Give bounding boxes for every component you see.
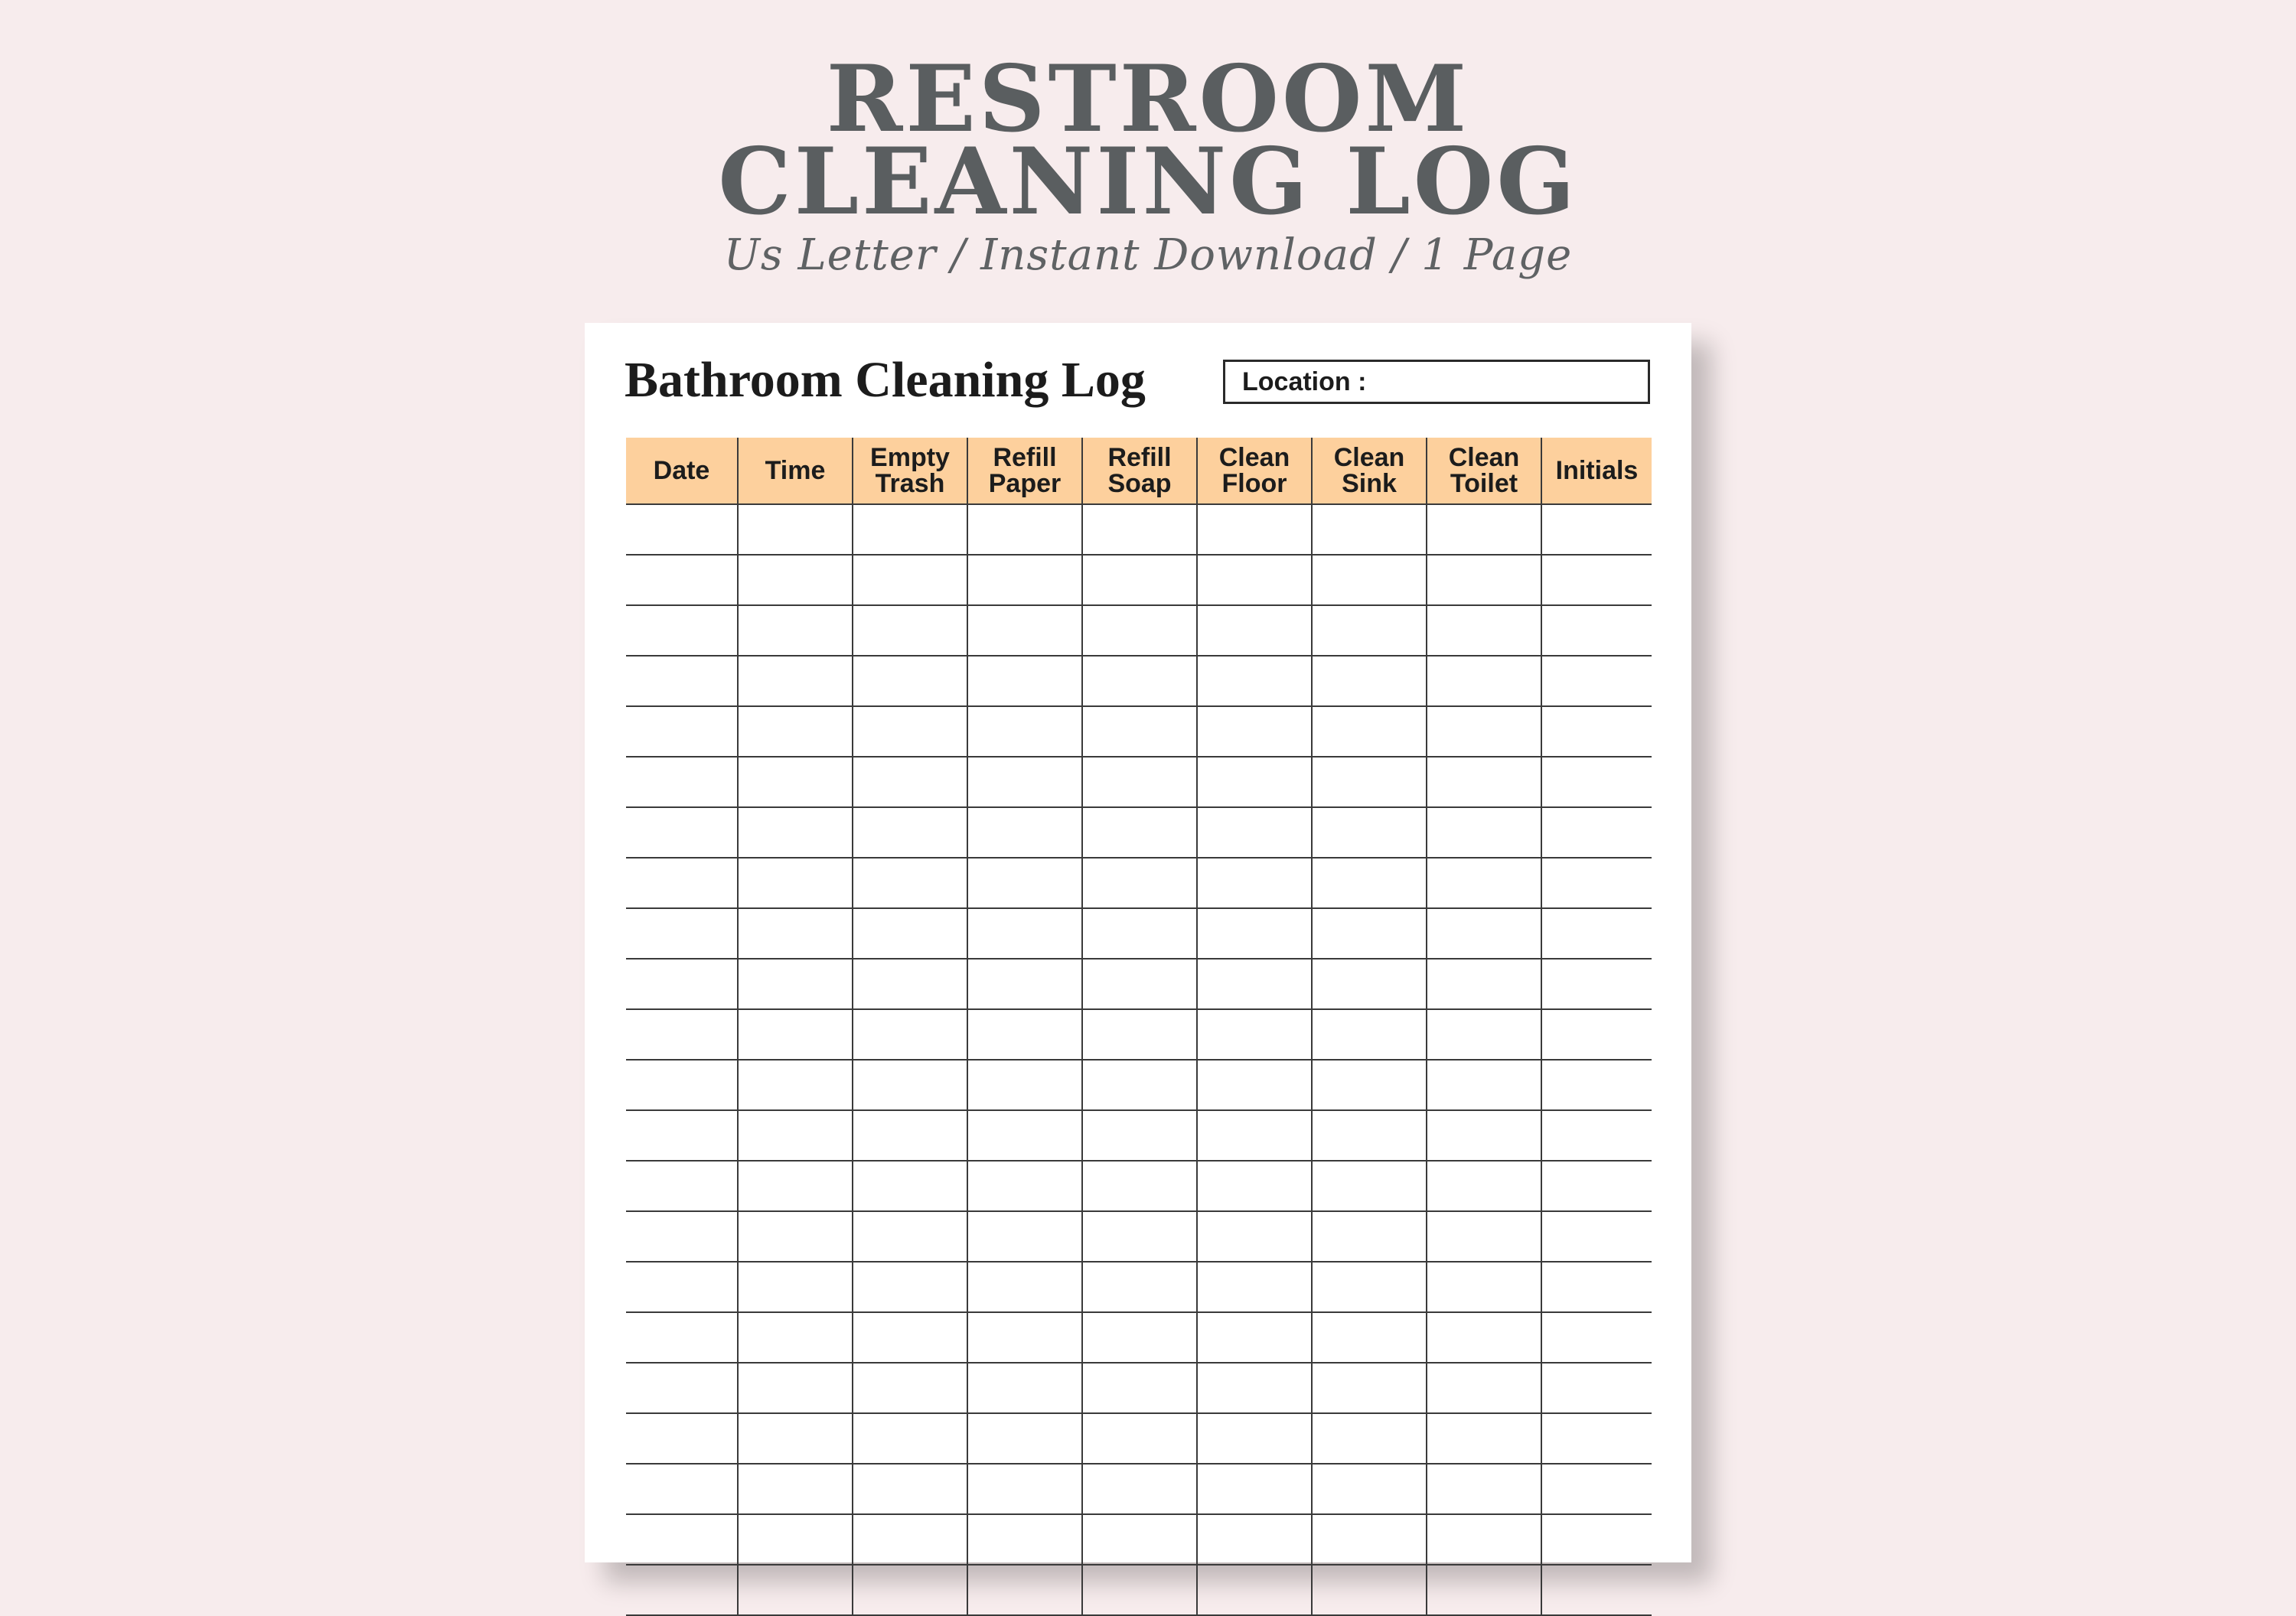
table-row xyxy=(626,656,1652,706)
log-cell[interactable] xyxy=(626,908,738,959)
log-cell[interactable] xyxy=(626,1211,738,1262)
log-cell[interactable] xyxy=(738,555,853,605)
log-cell[interactable] xyxy=(1312,1363,1427,1413)
table-row xyxy=(626,908,1652,959)
log-cell[interactable] xyxy=(1197,504,1312,555)
table-row xyxy=(626,1161,1652,1211)
table-row xyxy=(626,504,1652,555)
log-cell[interactable] xyxy=(1427,1464,1541,1514)
log-cell[interactable] xyxy=(853,555,967,605)
log-cell[interactable] xyxy=(1427,908,1541,959)
log-cell[interactable] xyxy=(853,605,967,656)
log-sheet xyxy=(585,323,1691,1562)
log-cell[interactable] xyxy=(967,1363,1082,1413)
table-row xyxy=(626,1211,1652,1262)
table-body xyxy=(626,504,1652,1615)
log-cell[interactable] xyxy=(1427,1312,1541,1363)
log-cell[interactable] xyxy=(1541,656,1652,706)
log-cell[interactable] xyxy=(738,1363,853,1413)
log-cell[interactable] xyxy=(738,959,853,1009)
log-cell[interactable] xyxy=(626,504,738,555)
log-cell[interactable] xyxy=(1197,1161,1312,1211)
log-cell[interactable] xyxy=(738,807,853,858)
log-cell[interactable] xyxy=(1082,605,1197,656)
log-cell[interactable] xyxy=(1541,1514,1652,1565)
log-cell[interactable] xyxy=(626,1363,738,1413)
col-header-refill-paper: Refill Paper xyxy=(967,438,1082,504)
log-cell[interactable] xyxy=(1427,1161,1541,1211)
log-cell[interactable] xyxy=(738,1413,853,1464)
table-row xyxy=(626,757,1652,807)
table-row xyxy=(626,1363,1652,1413)
log-cell[interactable] xyxy=(626,1413,738,1464)
log-cell[interactable] xyxy=(853,908,967,959)
log-cell[interactable] xyxy=(1312,1464,1427,1514)
log-cell[interactable] xyxy=(967,1060,1082,1110)
log-cell[interactable] xyxy=(738,1514,853,1565)
location-label: Location : xyxy=(1242,367,1367,396)
log-cell[interactable] xyxy=(1541,1110,1652,1161)
log-cell[interactable] xyxy=(738,1009,853,1060)
log-cell[interactable] xyxy=(1541,1161,1652,1211)
log-cell[interactable] xyxy=(853,757,967,807)
log-cell[interactable] xyxy=(853,959,967,1009)
log-cell[interactable] xyxy=(1427,605,1541,656)
col-header-clean-floor: Clean Floor xyxy=(1197,438,1312,504)
log-cell[interactable] xyxy=(1312,504,1427,555)
log-cell[interactable] xyxy=(626,1009,738,1060)
log-cell[interactable] xyxy=(738,1262,853,1312)
log-cell[interactable] xyxy=(967,1262,1082,1312)
log-cell[interactable] xyxy=(853,1363,967,1413)
log-cell[interactable] xyxy=(1541,908,1652,959)
log-cell[interactable] xyxy=(626,1464,738,1514)
log-cell[interactable] xyxy=(626,807,738,858)
log-cell[interactable] xyxy=(738,858,853,908)
log-cell[interactable] xyxy=(967,706,1082,757)
log-cell[interactable] xyxy=(1427,1565,1541,1615)
table-row xyxy=(626,959,1652,1009)
log-cell[interactable] xyxy=(1312,1211,1427,1262)
cleaning-log-table xyxy=(626,438,1652,1616)
table-row xyxy=(626,1514,1652,1565)
log-cell[interactable] xyxy=(1082,757,1197,807)
log-cell[interactable] xyxy=(1082,1009,1197,1060)
log-cell[interactable] xyxy=(1427,555,1541,605)
table-row xyxy=(626,858,1652,908)
log-cell[interactable] xyxy=(1312,807,1427,858)
log-cell[interactable] xyxy=(738,1110,853,1161)
log-cell[interactable] xyxy=(1541,757,1652,807)
table-row xyxy=(626,1413,1652,1464)
log-cell[interactable] xyxy=(1541,807,1652,858)
log-cell[interactable] xyxy=(1427,504,1541,555)
log-cell[interactable] xyxy=(967,1413,1082,1464)
headline-line-1: RESTROOM xyxy=(826,45,1470,153)
table-row xyxy=(626,1110,1652,1161)
log-cell[interactable] xyxy=(1427,1262,1541,1312)
log-cell[interactable] xyxy=(1082,1565,1197,1615)
log-cell[interactable] xyxy=(853,1161,967,1211)
log-cell[interactable] xyxy=(1082,1110,1197,1161)
log-cell[interactable] xyxy=(1197,656,1312,706)
log-cell[interactable] xyxy=(1312,1262,1427,1312)
col-header-date: Date xyxy=(626,438,738,504)
log-cell[interactable] xyxy=(626,1312,738,1363)
log-cell[interactable] xyxy=(1541,1312,1652,1363)
table-row xyxy=(626,1009,1652,1060)
log-cell[interactable] xyxy=(1197,1363,1312,1413)
log-cell[interactable] xyxy=(853,1413,967,1464)
log-cell[interactable] xyxy=(1541,1060,1652,1110)
log-cell[interactable] xyxy=(853,1312,967,1363)
table-row xyxy=(626,1312,1652,1363)
log-cell[interactable] xyxy=(738,908,853,959)
log-cell[interactable] xyxy=(738,656,853,706)
log-cell[interactable] xyxy=(1197,1514,1312,1565)
log-cell[interactable] xyxy=(1312,1413,1427,1464)
log-cell[interactable] xyxy=(967,504,1082,555)
log-cell[interactable] xyxy=(1312,1060,1427,1110)
log-cell[interactable] xyxy=(1312,858,1427,908)
table-header-row xyxy=(626,438,1652,504)
table-row xyxy=(626,1262,1652,1312)
log-cell[interactable] xyxy=(1312,1161,1427,1211)
log-cell[interactable] xyxy=(1427,656,1541,706)
log-cell[interactable] xyxy=(1197,1060,1312,1110)
log-cell[interactable] xyxy=(1541,706,1652,757)
log-cell[interactable] xyxy=(967,656,1082,706)
table-row xyxy=(626,1565,1652,1615)
log-cell[interactable] xyxy=(1197,959,1312,1009)
log-cell[interactable] xyxy=(1541,504,1652,555)
log-cell[interactable] xyxy=(1541,1211,1652,1262)
log-cell[interactable] xyxy=(738,1464,853,1514)
log-cell[interactable] xyxy=(967,1161,1082,1211)
log-cell[interactable] xyxy=(626,1262,738,1312)
log-cell[interactable] xyxy=(738,1161,853,1211)
log-cell[interactable] xyxy=(1427,1211,1541,1262)
log-cell[interactable] xyxy=(967,605,1082,656)
log-cell[interactable] xyxy=(853,1211,967,1262)
table-row xyxy=(626,1060,1652,1110)
log-cell[interactable] xyxy=(1427,1060,1541,1110)
log-cell[interactable] xyxy=(1541,1464,1652,1514)
log-cell[interactable] xyxy=(1541,858,1652,908)
log-cell[interactable] xyxy=(1197,908,1312,959)
table-row xyxy=(626,706,1652,757)
log-cell[interactable] xyxy=(626,1161,738,1211)
log-cell[interactable] xyxy=(853,1110,967,1161)
log-cell[interactable] xyxy=(1427,1514,1541,1565)
log-cell[interactable] xyxy=(1427,1363,1541,1413)
log-cell[interactable] xyxy=(853,706,967,757)
log-cell[interactable] xyxy=(1312,1009,1427,1060)
table-row xyxy=(626,605,1652,656)
log-cell[interactable] xyxy=(1082,807,1197,858)
log-cell[interactable] xyxy=(1082,1161,1197,1211)
log-cell[interactable] xyxy=(1541,555,1652,605)
log-cell[interactable] xyxy=(1082,555,1197,605)
log-cell[interactable] xyxy=(1427,1009,1541,1060)
log-cell[interactable] xyxy=(1082,706,1197,757)
log-cell[interactable] xyxy=(967,1514,1082,1565)
log-cell[interactable] xyxy=(1082,1413,1197,1464)
log-cell[interactable] xyxy=(967,908,1082,959)
log-cell[interactable] xyxy=(1541,1262,1652,1312)
log-cell[interactable] xyxy=(853,1262,967,1312)
log-cell[interactable] xyxy=(967,1565,1082,1615)
log-cell[interactable] xyxy=(1197,706,1312,757)
log-cell[interactable] xyxy=(626,1110,738,1161)
log-cell[interactable] xyxy=(1082,1312,1197,1363)
log-cell[interactable] xyxy=(967,555,1082,605)
log-cell[interactable] xyxy=(738,1060,853,1110)
log-cell[interactable] xyxy=(1082,1514,1197,1565)
log-cell[interactable] xyxy=(1427,807,1541,858)
log-cell[interactable] xyxy=(1312,1110,1427,1161)
log-cell[interactable] xyxy=(853,1514,967,1565)
log-cell[interactable] xyxy=(1082,1262,1197,1312)
log-cell[interactable] xyxy=(738,706,853,757)
log-cell[interactable] xyxy=(1312,605,1427,656)
log-cell[interactable] xyxy=(853,1009,967,1060)
log-cell[interactable] xyxy=(853,858,967,908)
col-header-time: Time xyxy=(738,438,853,504)
log-cell[interactable] xyxy=(853,807,967,858)
log-cell[interactable] xyxy=(1312,1312,1427,1363)
log-cell[interactable] xyxy=(1312,555,1427,605)
log-cell[interactable] xyxy=(1541,1363,1652,1413)
log-cell[interactable] xyxy=(738,1211,853,1262)
log-cell[interactable] xyxy=(967,1009,1082,1060)
log-cell[interactable] xyxy=(967,1211,1082,1262)
log-cell[interactable] xyxy=(1427,959,1541,1009)
log-cell[interactable] xyxy=(1082,1464,1197,1514)
log-cell[interactable] xyxy=(1197,807,1312,858)
log-cell[interactable] xyxy=(853,1464,967,1514)
log-cell[interactable] xyxy=(967,807,1082,858)
subtitle: Us Letter / Instant Download / 1 Page xyxy=(723,230,1573,280)
log-cell[interactable] xyxy=(1427,1413,1541,1464)
log-cell[interactable] xyxy=(1197,1565,1312,1615)
sheet-title: Bathroom Cleaning Log xyxy=(625,352,1146,408)
log-cell[interactable] xyxy=(967,1464,1082,1514)
log-cell[interactable] xyxy=(1427,757,1541,807)
table-row xyxy=(626,807,1652,858)
log-cell[interactable] xyxy=(738,605,853,656)
log-cell[interactable] xyxy=(626,1514,738,1565)
log-cell[interactable] xyxy=(967,757,1082,807)
table-row xyxy=(626,1464,1652,1514)
log-cell[interactable] xyxy=(1197,1262,1312,1312)
log-cell[interactable] xyxy=(626,757,738,807)
log-cell[interactable] xyxy=(1427,1110,1541,1161)
log-cell[interactable] xyxy=(1082,908,1197,959)
col-header-refill-soap: Refill Soap xyxy=(1082,438,1197,504)
log-cell[interactable] xyxy=(738,757,853,807)
log-cell[interactable] xyxy=(626,1565,738,1615)
log-cell[interactable] xyxy=(1541,1413,1652,1464)
log-cell[interactable] xyxy=(853,504,967,555)
log-cell[interactable] xyxy=(1082,1211,1197,1262)
log-cell[interactable] xyxy=(853,1565,967,1615)
log-cell[interactable] xyxy=(1427,706,1541,757)
log-cell[interactable] xyxy=(626,1060,738,1110)
log-cell[interactable] xyxy=(967,959,1082,1009)
log-cell[interactable] xyxy=(853,1060,967,1110)
log-cell[interactable] xyxy=(626,959,738,1009)
log-cell[interactable] xyxy=(1197,757,1312,807)
headline-line-2: CLEANING LOG xyxy=(718,128,1578,236)
log-cell[interactable] xyxy=(853,656,967,706)
log-cell[interactable] xyxy=(1312,1514,1427,1565)
col-header-clean-sink: Clean Sink xyxy=(1312,438,1427,504)
table-row xyxy=(626,555,1652,605)
log-cell[interactable] xyxy=(738,1565,853,1615)
log-cell[interactable] xyxy=(1312,656,1427,706)
log-cell[interactable] xyxy=(1312,706,1427,757)
log-cell[interactable] xyxy=(626,605,738,656)
log-cell[interactable] xyxy=(738,504,853,555)
log-cell[interactable] xyxy=(1541,605,1652,656)
log-cell[interactable] xyxy=(1082,1060,1197,1110)
log-cell[interactable] xyxy=(626,555,738,605)
log-cell[interactable] xyxy=(1197,1413,1312,1464)
log-cell[interactable] xyxy=(967,1312,1082,1363)
log-cell[interactable] xyxy=(967,1110,1082,1161)
log-cell[interactable] xyxy=(1197,1312,1312,1363)
log-cell[interactable] xyxy=(967,858,1082,908)
log-cell[interactable] xyxy=(1197,555,1312,605)
log-cell[interactable] xyxy=(1197,858,1312,908)
log-cell[interactable] xyxy=(1082,504,1197,555)
log-cell[interactable] xyxy=(1427,858,1541,908)
col-header-clean-toilet: Clean Toilet xyxy=(1427,438,1541,504)
log-cell[interactable] xyxy=(1197,1009,1312,1060)
log-cell[interactable] xyxy=(1082,959,1197,1009)
log-cell[interactable] xyxy=(1197,1211,1312,1262)
log-cell[interactable] xyxy=(738,1312,853,1363)
log-cell[interactable] xyxy=(1082,858,1197,908)
log-cell[interactable] xyxy=(1312,959,1427,1009)
location-field[interactable] xyxy=(1223,360,1650,404)
log-cell[interactable] xyxy=(1541,959,1652,1009)
log-cell[interactable] xyxy=(1197,1110,1312,1161)
log-cell[interactable] xyxy=(1312,1565,1427,1615)
log-cell[interactable] xyxy=(1312,757,1427,807)
col-header-empty-trash: Empty Trash xyxy=(853,438,967,504)
log-cell[interactable] xyxy=(1312,908,1427,959)
log-cell[interactable] xyxy=(626,858,738,908)
log-cell[interactable] xyxy=(1541,1565,1652,1615)
log-cell[interactable] xyxy=(1082,1363,1197,1413)
log-cell[interactable] xyxy=(1082,656,1197,706)
log-cell[interactable] xyxy=(1197,1464,1312,1514)
log-cell[interactable] xyxy=(626,706,738,757)
col-header-initials: Initials xyxy=(1541,438,1652,504)
log-cell[interactable] xyxy=(1541,1009,1652,1060)
log-cell[interactable] xyxy=(626,656,738,706)
log-cell[interactable] xyxy=(1197,605,1312,656)
